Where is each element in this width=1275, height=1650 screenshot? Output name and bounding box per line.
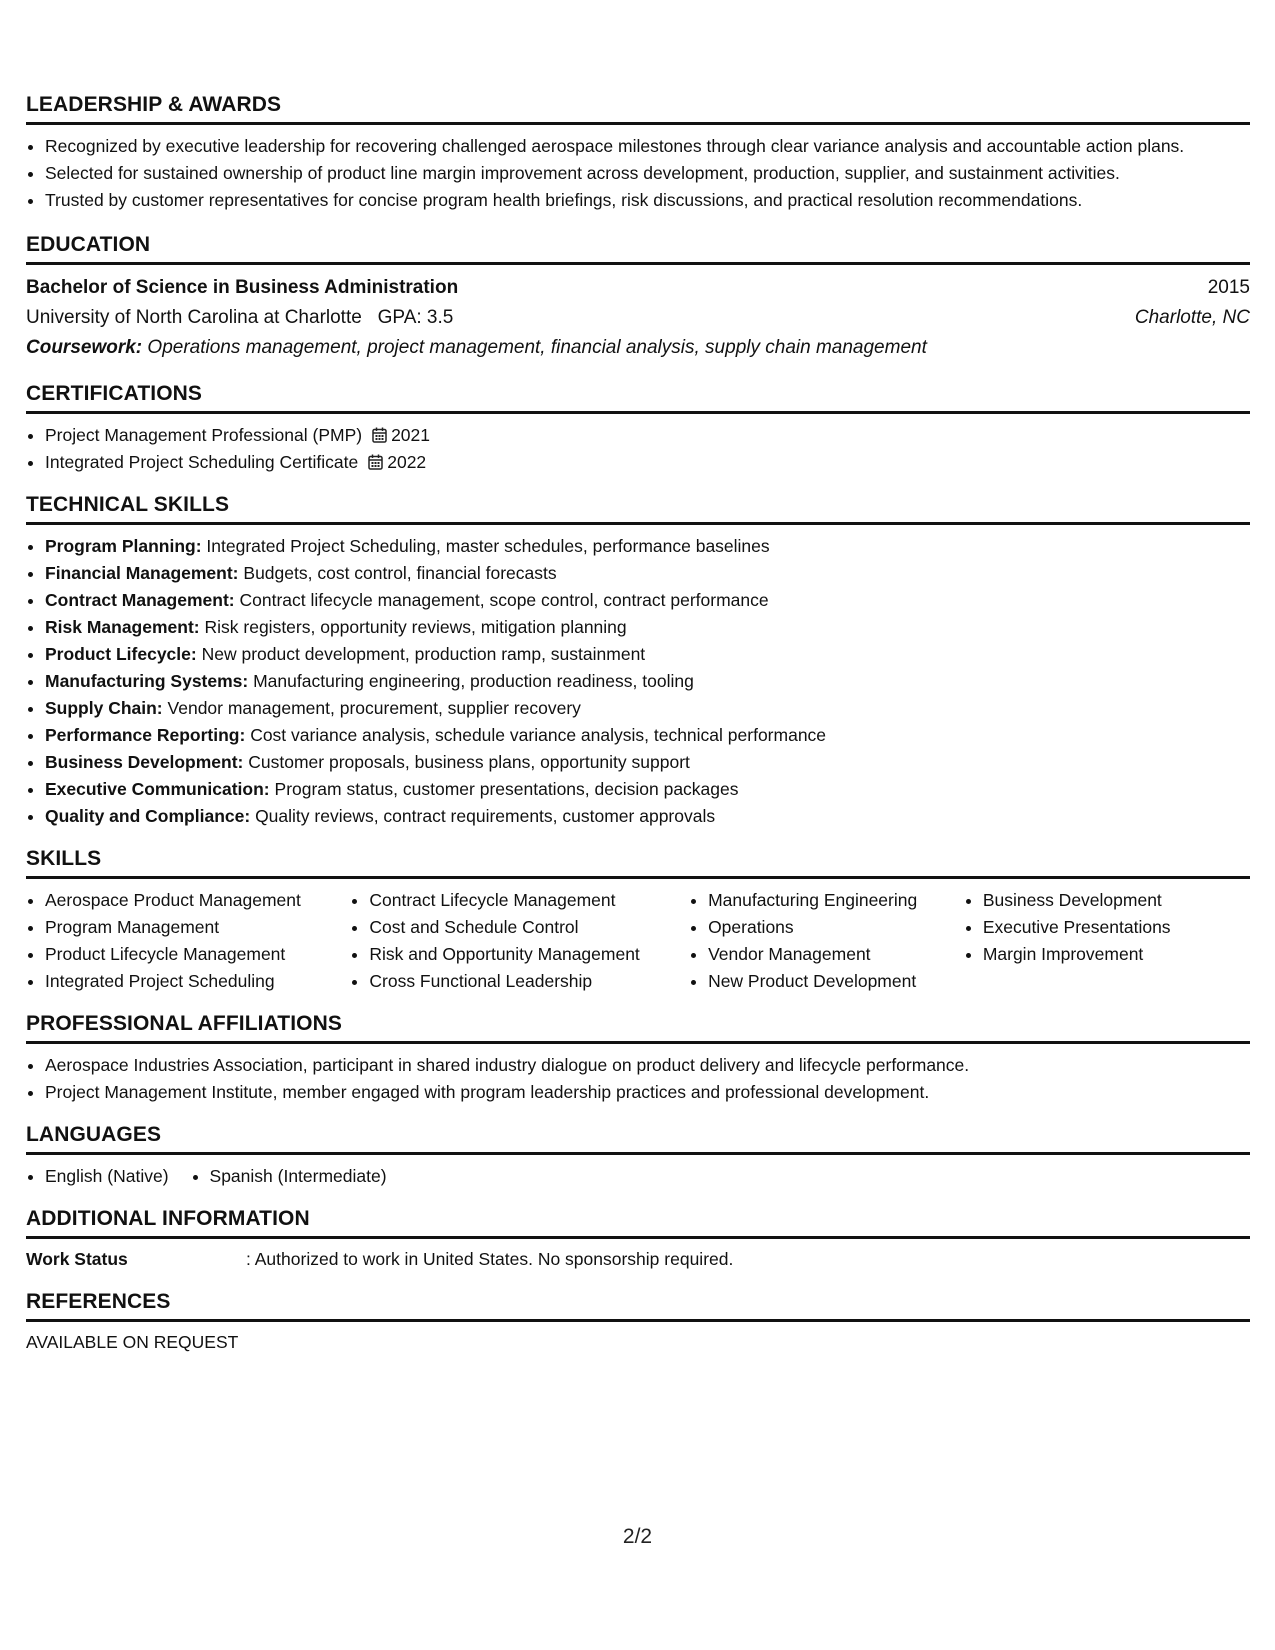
skill-text: New product development, production ramp, sustainment — [201, 644, 646, 664]
skill-text: Cost variance analysis, schedule variance analysis, technical performance — [250, 725, 827, 745]
section-title: ADDITIONAL INFORMATION — [26, 1206, 1250, 1239]
skill-label: Manufacturing Systems: — [45, 671, 249, 691]
skill-label: Program Planning: — [45, 536, 202, 556]
list-item: • Aerospace Product Management — [45, 887, 350, 914]
skill-label: Contract Management: — [45, 590, 235, 610]
list-item: • Spanish (Intermediate) — [210, 1163, 387, 1190]
section-title: EDUCATION — [26, 232, 1250, 265]
certification-year: 2021 — [391, 425, 431, 445]
skill-text: Risk registers, opportunity reviews, mitigation planning — [204, 617, 627, 637]
coursework-text: Operations management, project management, financial analysis, supply chain management — [147, 337, 927, 358]
work-status-value: : Authorized to work in United States. No sponsorship required. — [246, 1249, 734, 1269]
skill-text: Program status, customer presentations, decision packages — [274, 779, 739, 799]
list-item — [45, 776, 1250, 803]
list-item: • Contract Lifecycle Management — [369, 887, 689, 914]
language-list — [191, 1163, 387, 1190]
list-item: • Cost and Schedule Control — [369, 914, 689, 941]
education-degree-row — [26, 273, 1250, 303]
additional-info-section — [26, 1206, 1250, 1271]
skill-label: Executive Communication: — [45, 779, 270, 799]
section-title: REFERENCES — [26, 1289, 1250, 1322]
list-item: • Recognized by executive leadership for recovering challenged aerospace milestones through clear variance analysis and accountable action plans. — [45, 133, 1250, 160]
list-item: • Aerospace Industries Association, participant in shared industry dialogue on product delivery and lifecycle performance. — [45, 1052, 1250, 1079]
work-status-label: Work Status — [26, 1249, 128, 1269]
languages-row — [26, 1163, 1250, 1190]
section-title: TECHNICAL SKILLS — [26, 492, 1250, 525]
list-item — [45, 587, 1250, 614]
skill-text: Quality reviews, contract requirements, customer approvals — [255, 806, 716, 826]
section-title: SKILLS — [26, 846, 1250, 879]
gpa: GPA: 3.5 — [377, 307, 454, 328]
skill-label: Product Lifecycle: — [45, 644, 197, 664]
list-item: • Project Management Institute, member engaged with program leadership practices and professional development. — [45, 1079, 1250, 1106]
list-item: • Integrated Project Scheduling — [45, 968, 350, 995]
references-section — [26, 1289, 1250, 1354]
certification-item — [45, 422, 1250, 449]
list-item — [45, 533, 1250, 560]
skill-text: Vendor management, procurement, supplier recovery — [167, 698, 581, 718]
skill-label: Performance Reporting: — [45, 725, 246, 745]
certification-name: Integrated Project Scheduling Certificate — [45, 452, 359, 472]
skills-column — [689, 887, 964, 995]
list-item: • English (Native) — [45, 1163, 169, 1190]
work-status-row — [26, 1247, 1250, 1271]
list-item: • Operations — [708, 914, 964, 941]
skill-text: Contract lifecycle management, scope control, contract performance — [239, 590, 769, 610]
skill-label: Business Development: — [45, 752, 244, 772]
affiliations-section — [26, 1011, 1250, 1106]
list-item — [45, 695, 1250, 722]
list-item: • Product Lifecycle Management — [45, 941, 350, 968]
certification-name: Project Management Professional (PMP) — [45, 425, 363, 445]
leadership-section — [26, 92, 1250, 214]
skill-label: Risk Management: — [45, 617, 200, 637]
section-title: LANGUAGES — [26, 1122, 1250, 1155]
list-item — [45, 803, 1250, 830]
technical-skills-list — [26, 533, 1250, 830]
skills-column — [350, 887, 689, 995]
list-item: • New Product Development — [708, 968, 964, 995]
school-location: Charlotte, NC — [1134, 307, 1250, 328]
degree-name: Bachelor of Science in Business Administration — [26, 277, 459, 298]
section-title: CERTIFICATIONS — [26, 381, 1250, 414]
list-item: • Vendor Management — [708, 941, 964, 968]
list-item — [45, 749, 1250, 776]
resume-page — [26, 92, 1250, 1368]
skill-text: Manufacturing engineering, production readiness, tooling — [253, 671, 694, 691]
list-item: • Trusted by customer representatives for concise program health briefings, risk discussions, and practical resolution recommendations. — [45, 187, 1250, 214]
certification-year: 2022 — [387, 452, 427, 472]
certifications-list — [26, 422, 1250, 476]
calendar-icon — [372, 427, 387, 443]
certifications-section — [26, 381, 1250, 476]
calendar-icon — [368, 454, 383, 470]
skills-grid — [26, 887, 1250, 995]
list-item: • Risk and Opportunity Management — [369, 941, 689, 968]
language-list — [26, 1163, 169, 1190]
skill-text: Budgets, cost control, financial forecasts — [243, 563, 557, 583]
leadership-list — [26, 133, 1250, 214]
list-item — [45, 614, 1250, 641]
school-name: University of North Carolina at Charlotte — [26, 307, 362, 328]
technical-skills-section — [26, 492, 1250, 830]
skill-label: Financial Management: — [45, 563, 239, 583]
coursework — [26, 333, 1250, 363]
list-item — [45, 560, 1250, 587]
list-item: • Program Management — [45, 914, 350, 941]
list-item: • Business Development — [983, 887, 1250, 914]
list-item — [45, 668, 1250, 695]
affiliations-list — [26, 1052, 1250, 1106]
skills-column — [964, 887, 1250, 995]
skill-label: Supply Chain: — [45, 698, 163, 718]
certification-item — [45, 449, 1250, 476]
list-item: • Executive Presentations — [983, 914, 1250, 941]
skills-column — [26, 887, 350, 995]
coursework-label: Coursework: — [26, 337, 143, 358]
skills-section — [26, 846, 1250, 995]
list-item: • Cross Functional Leadership — [369, 968, 689, 995]
references-text: AVAILABLE ON REQUEST — [26, 1332, 239, 1352]
list-item: • Margin Improvement — [983, 941, 1250, 968]
school-info — [26, 303, 453, 333]
list-item — [45, 722, 1250, 749]
skill-text: Integrated Project Scheduling, master schedules, performance baselines — [206, 536, 770, 556]
graduation-year: 2015 — [1207, 277, 1250, 298]
education-section — [26, 232, 1250, 363]
section-title: LEADERSHIP & AWARDS — [26, 92, 1250, 125]
skill-label: Quality and Compliance: — [45, 806, 251, 826]
section-title: PROFESSIONAL AFFILIATIONS — [26, 1011, 1250, 1044]
page-number: 2/2 — [622, 1525, 653, 1548]
education-school-row — [26, 303, 1250, 333]
skill-text: Customer proposals, business plans, opportunity support — [248, 752, 690, 772]
list-item — [45, 641, 1250, 668]
languages-section — [26, 1122, 1250, 1190]
list-item: • Manufacturing Engineering — [708, 887, 964, 914]
list-item: • Selected for sustained ownership of product line margin improvement across development, production, supplier, and sustainment activities. — [45, 160, 1250, 187]
